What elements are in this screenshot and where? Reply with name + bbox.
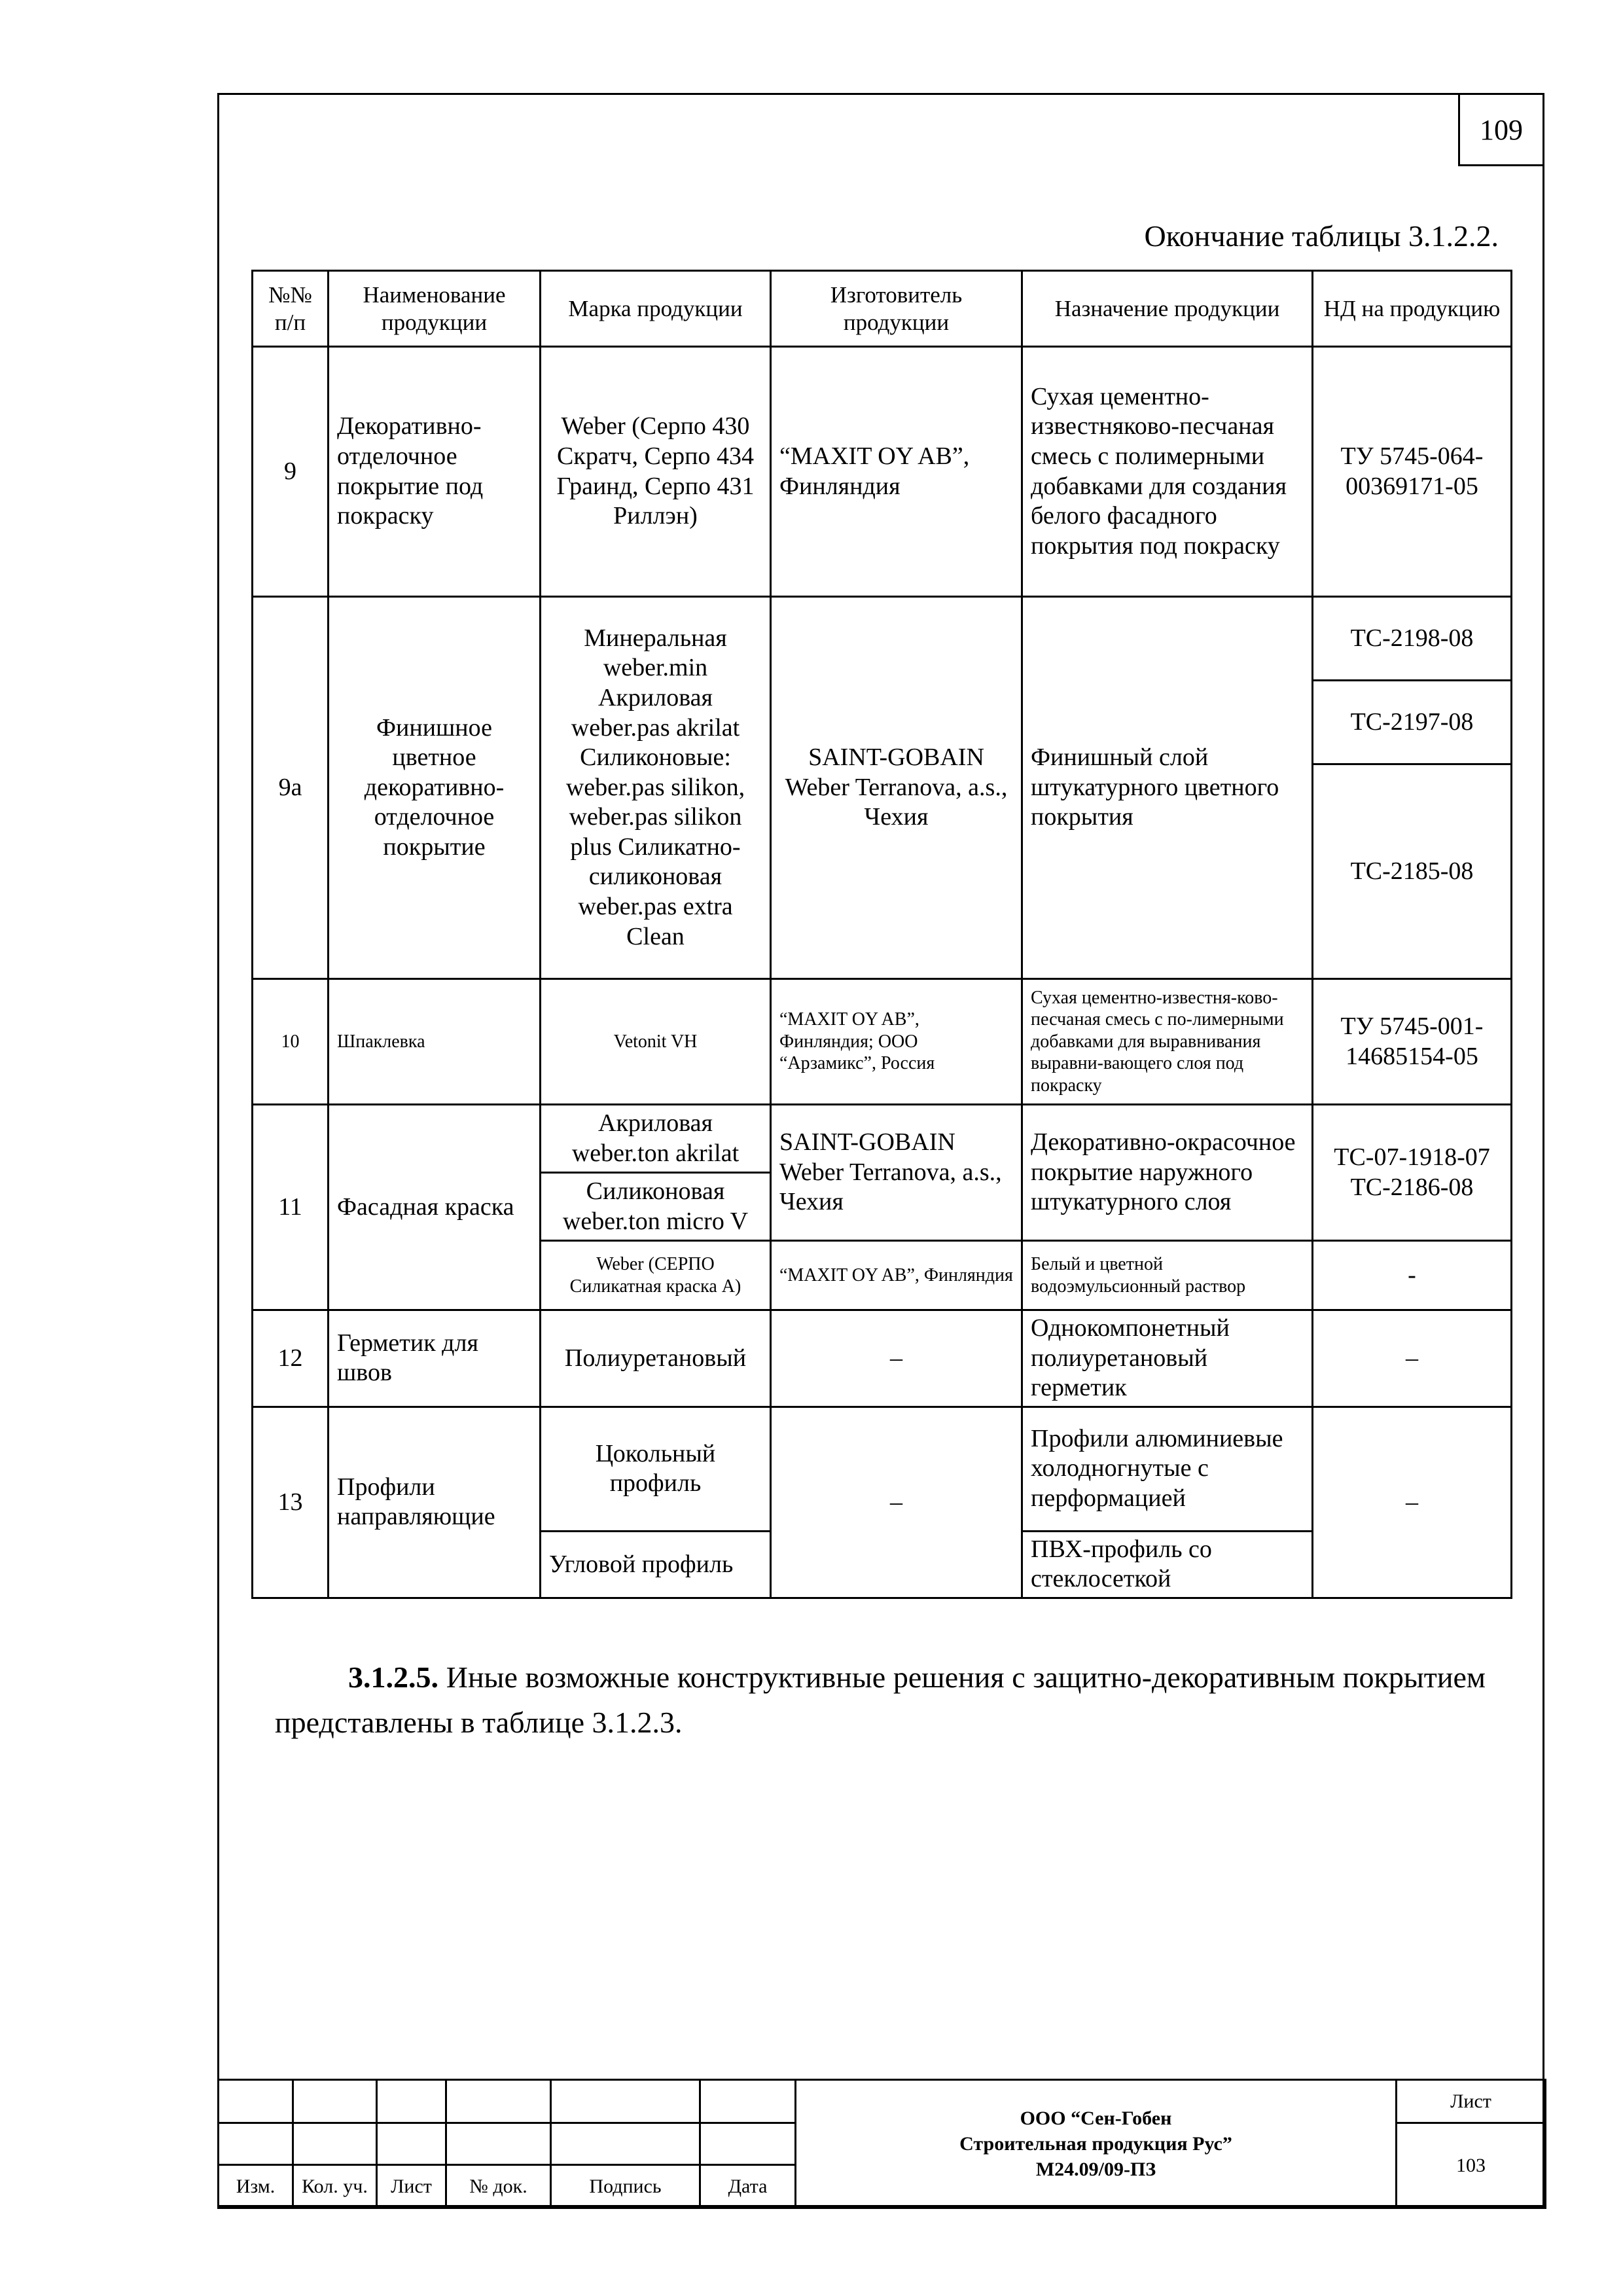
cell-brand: Минеральная weber.min Акриловая weber.pas akrilat Силиконовые: weber.pas silikon, weber.pas silikon plus Силикатно-силиконовая weber.pas extra Clean [541, 597, 771, 979]
body-paragraph [275, 1655, 1486, 1745]
sheet-label: Лист [1397, 2080, 1546, 2123]
cell-nd: – [1313, 1310, 1512, 1407]
cell-name: Фасадная краска [329, 1105, 541, 1310]
cell-num: 9 [253, 347, 329, 597]
cell-maker: “MAXIT OY AB”, Финляндия [771, 347, 1022, 597]
cell-maker: SAINT-GOBAIN Weber Terranova, a.s., Чехия [771, 1105, 1022, 1241]
header-purpose: Назначение продукции [1022, 271, 1313, 347]
cell-name: Декоративно-отделочное покрытие под покраску [329, 347, 541, 597]
header-num: №№ п/п [253, 271, 329, 347]
org-name-line2: Строительная продукция Рус” [959, 2133, 1232, 2155]
table-row [253, 979, 1512, 1105]
cell-purpose: Декоративно-окрасочное покрытие наружного штукатурного слоя [1022, 1105, 1313, 1241]
cell-nd: ТС-2197-08 [1313, 681, 1512, 764]
stamp-col-date: Дата [700, 2165, 796, 2208]
cell-purpose: ПВХ-профиль со стеклосеткой [1022, 1531, 1313, 1598]
table-caption: Окончание таблицы 3.1.2.2. [1144, 219, 1499, 253]
cell-name: Герметик для швов [329, 1310, 541, 1407]
cell-name: Шпаклевка [329, 979, 541, 1105]
products-table [251, 270, 1512, 1599]
cell-maker: – [771, 1310, 1022, 1407]
cell-nd: – [1313, 1407, 1512, 1598]
cell-purpose: Профили алюминиевые холодногнутые с перформацией [1022, 1407, 1313, 1531]
cell-nd: - [1313, 1241, 1512, 1310]
header-name: Наименование продукции [329, 271, 541, 347]
cell-purpose: Однокомпонетный полиуретановый герметик [1022, 1310, 1313, 1407]
cell-purpose: Белый и цветной водоэмульсионный раствор [1022, 1241, 1313, 1310]
cell-num: 12 [253, 1310, 329, 1407]
stamp-col-list: Лист [377, 2165, 446, 2208]
paragraph-number: 3.1.2.5. [348, 1660, 438, 1694]
sheet-number: 103 [1397, 2123, 1546, 2208]
header-brand: Марка продукции [541, 271, 771, 347]
cell-brand: Акриловая weber.ton akrilat [541, 1105, 771, 1173]
cell-num: 11 [253, 1105, 329, 1310]
cell-name: Финишное цветное декоративно-отделочное покрытие [329, 597, 541, 979]
document-code: М24.09/09-ПЗ [1035, 2159, 1156, 2180]
cell-nd: ТС-2185-08 [1313, 764, 1512, 979]
cell-brand: Vetonit VH [541, 979, 771, 1105]
cell-brand: Цокольный профиль [541, 1407, 771, 1531]
organization-block [796, 2080, 1397, 2208]
cell-brand: Полиуретановый [541, 1310, 771, 1407]
cell-brand: Weber (Серпо 430 Скратч, Серпо 434 Граинд, Серпо 431 Риллэн) [541, 347, 771, 597]
cell-num: 10 [253, 979, 329, 1105]
cell-nd: ТС-07-1918-07 ТС-2186-08 [1313, 1105, 1512, 1241]
cell-nd: ТУ 5745-001-14685154-05 [1313, 979, 1512, 1105]
org-name-line1: ООО “Сен-Гобен [1020, 2108, 1172, 2129]
cell-name: Профили направляющие [329, 1407, 541, 1598]
cell-purpose: Сухая цементно-известня-ково-песчаная смесь с по-лимерными добавками для выравнивания выравни-вающего слоя под покраску [1022, 979, 1313, 1105]
table-row [253, 347, 1512, 597]
cell-brand: Weber (СЕРПО Силикатная краска А) [541, 1241, 771, 1310]
paragraph-text: Иные возможные конструктивные решения с защитно-декоративным покрытием представлены в таблице 3.1.2.3. [275, 1660, 1486, 1739]
stamp-col-izm: Изм. [219, 2165, 293, 2208]
table-row [253, 597, 1512, 681]
cell-maker: SAINT-GOBAIN Weber Terranova, a.s., Чехия [771, 597, 1022, 979]
cell-maker: “MAXIT OY AB”, Финляндия [771, 1241, 1022, 1310]
header-nd: НД на продукцию [1313, 271, 1512, 347]
page-number: 109 [1458, 93, 1544, 166]
cell-maker: “MAXIT OY AB”, Финляндия; ООО “Арзамикс”, Россия [771, 979, 1022, 1105]
cell-num: 13 [253, 1407, 329, 1598]
cell-maker: – [771, 1407, 1022, 1598]
cell-purpose: Сухая цементно-известняково-песчаная смесь с полимерными добавками для создания белого фасадного покрытия под покраску [1022, 347, 1313, 597]
title-block [217, 2079, 1546, 2209]
header-maker: Изготовитель продукции [771, 271, 1022, 347]
table-header-row [253, 271, 1512, 347]
cell-nd: ТУ 5745-064-00369171-05 [1313, 347, 1512, 597]
cell-nd: ТС-2198-08 [1313, 597, 1512, 681]
cell-brand: Угловой профиль [541, 1531, 771, 1598]
stamp-col-kol: Кол. уч. [293, 2165, 377, 2208]
cell-purpose: Финишный слой штукатурного цветного покрытия [1022, 597, 1313, 979]
table-row [253, 1105, 1512, 1173]
cell-brand: Силиконовая weber.ton micro V [541, 1173, 771, 1241]
table-row [253, 1310, 1512, 1407]
stamp-col-doc: № док. [446, 2165, 551, 2208]
stamp-col-sign: Подпись [551, 2165, 700, 2208]
table-row [253, 1407, 1512, 1531]
cell-num: 9а [253, 597, 329, 979]
